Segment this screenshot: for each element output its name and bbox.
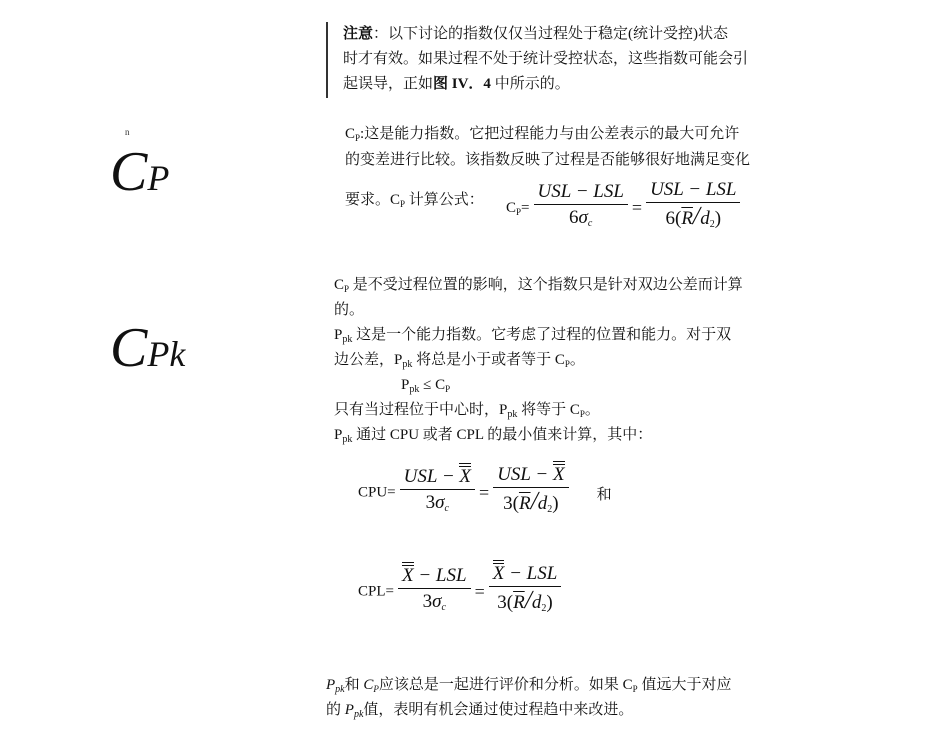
cpu-fraction-1: $\frac{\text{USL − X}}{3\sigma_c}$ [400, 465, 475, 522]
cpl-fraction-2: $\frac{\text{X − LSL}}{3(\overline{R}/d_2)}$ [489, 562, 562, 622]
cp-formula: $C_P=$ $\frac{\text{USL − LSL}}{6\sigma_c}$ = $\frac{\text{USL − LSL}}{6(\overline{R}/d_2)}$ [506, 178, 740, 238]
ppk-inequality: $P_{pk} \le C_P$ [401, 377, 451, 395]
cp-definition-line-2: 的变差进行比较。该指数反映了过程是否能够很好地满足变化 [345, 152, 751, 168]
cp-fraction-2: $\frac{\text{USL − LSL}}{6(\overline{R}/d_2)}$ [646, 178, 740, 238]
stray-mark: n [125, 127, 130, 137]
note-line-3: 起误导，正如图 IV．4 中所示的。 [343, 76, 570, 92]
cp-definition-line-3: 要求。$C_P$ 计算公式： [345, 192, 484, 209]
cp-fraction-1: $\frac{\text{USL − LSL}}{6\sigma_c}$ [534, 180, 628, 237]
cpl-formula: CPL= $\frac{\text{X − LSL}}{3\sigma_c}$ = $\frac{\text{X − LSL}}{3(\overline{R}/d_2)}$ [358, 562, 561, 622]
ppk-line-1: $P_{pk}$ 这是一个能力指数。它考虑了过程的位置和能力。对于双 [334, 327, 732, 345]
cpu-formula: CPU= $\frac{\text{USL − X}}{3\sigma_c}$ = $\frac{\text{USL − X}}{3(\overline{R}/d_2)}$ 和 [358, 463, 612, 523]
cpk-symbol: CPk [110, 317, 186, 379]
cp-note-line-1: $C_P$ 是不受过程位置的影响，这个指数只是针对双边公差而计算 [334, 277, 743, 294]
cp-definition-line-1: $C_P$:这是能力指数。它把过程能力与由公差表示的最大可允许 [345, 126, 740, 143]
ppk-line-2: 边公差，$P_{pk}$ 将总是小于或者等于 $C_P$。 [334, 352, 585, 370]
figure-reference: 图 IV．4 [433, 76, 491, 92]
note-line-1: 注意：以下讨论的指数仅仅当过程处于稳定(统计受控)状态 [343, 26, 729, 42]
note-left-border [326, 22, 328, 98]
cp-note-line-2: 的。 [334, 302, 365, 318]
cpl-fraction-1: $\frac{\text{X − LSL}}{3\sigma_c}$ [398, 564, 471, 621]
closing-line-2: 的 $P_{pk}$值，表明有机会通过使过程趋中来改进。 [326, 702, 634, 720]
cpu-fraction-2: $\frac{\text{USL − X}}{3(\overline{R}/d_2)}$ [493, 463, 568, 523]
ppk-line-5: $P_{pk}$ 通过 CPU 或者 CPL 的最小值来计算，其中： [334, 427, 653, 445]
note-label: 注意 [343, 26, 374, 42]
note-line-2: 时才有效。如果过程不处于统计受控状态，这些指数可能会引 [343, 51, 749, 67]
cp-symbol: CP [110, 141, 170, 203]
ppk-line-4: 只有当过程位于中心时，$P_{pk}$ 将等于 $C_P$。 [334, 402, 600, 420]
closing-line-1: $P_{pk}$和 $C_P$应该总是一起进行评价和分析。如果 $C_P$ 值远大于对应 [326, 677, 732, 695]
